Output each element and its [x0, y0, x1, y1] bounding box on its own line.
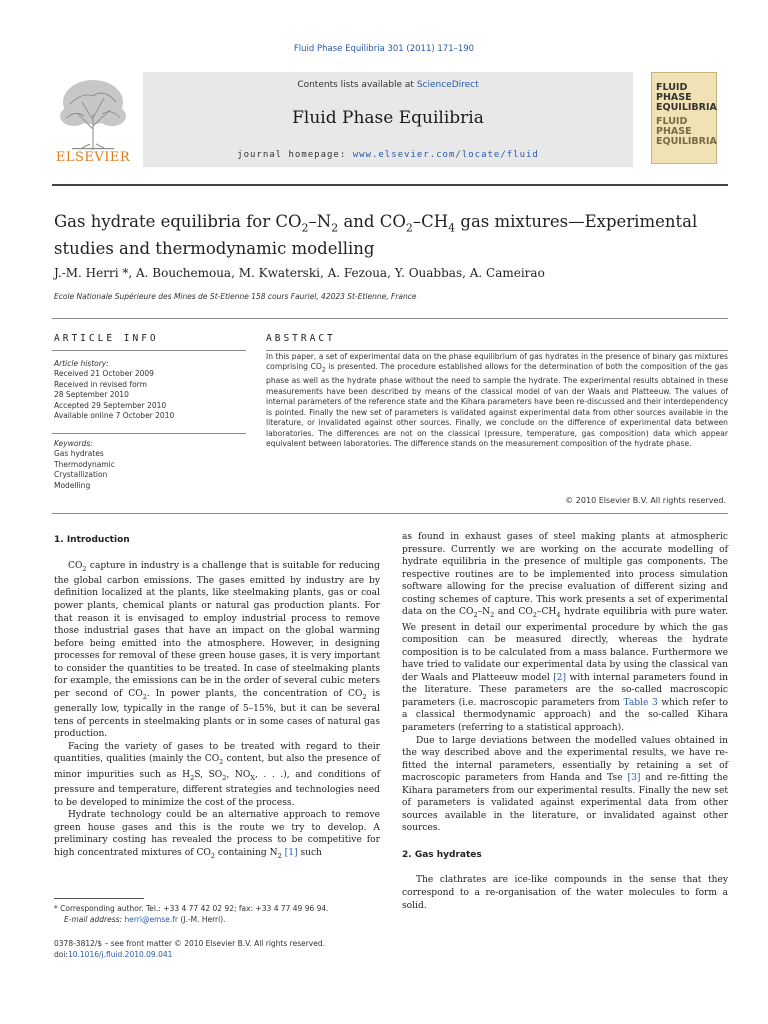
- left-column: 1. Introduction $CO_2$ capture in industry is a challenge that is suitable for reducing the global carbon emissions. The gases emitted by industry are by definition localized at the plants, like steelmaking plants, gas or coal power plants, chemical plants or natural gas production plants. For that reason it is envisaged to employ industrial process to remove those industrial gases that have an impact on the global warming before being emitted into the atmosphere. However, in designing processes for removal of these green house gases, it is very important to consider the quantities to be treated. In case of steelmaking plants for example, the emissions can be in the order of several cubic meters per second of $CO_2$. In power plants, the concentration of $CO_2$ is generally low, typically in the range of 5–15%, but it can be several tens of percents in steelmaking plants or in some cases of natural gas production. Facing the variety of gases to be treated with regard to their quantities, qualities (mainly the $CO_2$ content, but also the presence of minor impurities such as $H_2S$, $SO_2$, $NO_X$, . . .), and conditions of pressure and temperature, different strategies and technologies need to be developed to minimize the cost of the process. Hydrate technology could be an alternative approach to remove green house gases and this is the route we try to develop. A preliminary costing has revealed the process to be competitive for high concentrated mixtures of $CO_2$ containing $N_2$ [1] such: [54, 535, 381, 860]
- keyword: Gas hydrates: [54, 449, 104, 459]
- email-link[interactable]: herri@emse.fr: [124, 915, 178, 924]
- header-divider: [52, 184, 728, 186]
- right-column: as found in exhaust gases of steel making plants at atmospheric pressure. Currently we are working on the accurate modelling of hydrate equilibria in the presence of multiple gas components. The respective routines are to be implemented into process simulation software allowing for the precise evaluation of different sizing and costing schemes of capture. This work presents a set of experimental data on the $CO_2-N_2$ and $CO_2-CH_4$ hydrate equilibria with pure water. We present in detail our experimental procedure by which the gas composition can be measured directly, whereas the hydrate composition is to be calculated from a mass balance. Furthermore we have tried to validate our experimental data by using the classical van der Waals and Platteeuw model [2] with internal parameters found in the literature. These parameters are the so-called macroscopic parameters (i.e. macroscopic parameters from Table 3 which refer to a classical thermodynamic approach) and the so-called Kihara parameters (referring to a statistical approach). Due to large deviations between the modelled values obtained in the way described above and the experimental results, we have re-fitted the internal parameters, essentially by retaining a set of macroscopic parameters from Handa and Tse [3] and re-fitting the Kihara parameters from our experimental results. Finally the new set of parameters is validated against experimental data from other sources available in the literature, or invalidated against other sources. 2. Gas hydrates The clathrates are ice-like compounds in the sense that they correspond to a re-organisation of the water molecules to form a solid.: [402, 532, 729, 911]
- keywords-list: Keywords: Gas hydrates Thermodynamic Crystallization Modelling: [54, 439, 244, 491]
- keyword: Crystallization: [54, 470, 108, 480]
- reference-link[interactable]: [2]: [553, 672, 567, 683]
- doi-link[interactable]: 10.1016/j.fluid.2010.09.041: [67, 950, 173, 959]
- abstract-heading: ABSTRACT: [266, 333, 336, 344]
- cover-title-bottom: FLUID PHASE EQUILIBRIA: [656, 116, 717, 147]
- section-heading-gas-hydrates: 2. Gas hydrates: [402, 849, 482, 860]
- section-heading-introduction: 1. Introduction: [54, 535, 130, 545]
- corresponding-author-note: * Corresponding author. Tel.: +33 4 77 42 02 92; fax: +33 4 77 49 96 94. E-mail address: herri@emse.fr (J.-M. Herri).: [54, 904, 329, 924]
- abstract-body: In this paper, a set of experimental data on the phase equilibrium of gas hydrates in the presence of binary gas mixtures comprising $CO_2$ is presented. The procedure established allows for the determination of both the composition of the gas phase as well as the hydrate phase without the need to sample the hydrate. The experimental results obtained in these measurements have been described by means of the classical model of van der Waals and Platteeuw. The values of internal parameters of the reference state and the Kihara parameters have been re-discussed and their interdependency is pointed. Finally the new set of parameters is validated against experimental data from other sources available in the literature, or invalidated against other sources. Finally, we conclude on the difference of experimental data between laboratories. The differences are not on the classical (pressure, temperature, gas composition) data which appear equivalent between laboratories. The difference stands on the measurement composition of the hydrate phase.: [266, 352, 728, 449]
- reference-link[interactable]: [1]: [284, 847, 298, 858]
- cover-title-top: FLUID PHASE EQUILIBRIA: [656, 82, 717, 113]
- info-top-divider: [52, 318, 728, 319]
- keyword: Modelling: [54, 480, 91, 490]
- table-link[interactable]: Table 3: [623, 697, 658, 708]
- reference-link[interactable]: [3]: [627, 773, 641, 784]
- contents-line: Contents lists available at ScienceDirect: [297, 80, 479, 90]
- affiliation: Ecole Nationale Supérieure des Mines de St-Etienne 158 cours Fauriel, 42023 St-Etienne, France: [54, 292, 417, 301]
- article-info-divider: [52, 350, 246, 351]
- journal-cover-thumbnail[interactable]: [651, 72, 717, 164]
- abstract-divider: [266, 350, 728, 351]
- journal-citation[interactable]: Fluid Phase Equilibria 301 (2011) 171–190: [293, 44, 475, 54]
- footnote-divider: [54, 898, 144, 899]
- journal-name: Fluid Phase Equilibria: [292, 108, 484, 128]
- homepage-link[interactable]: www.elsevier.com/locate/fluid: [352, 150, 539, 160]
- article-identifiers: 0378-3812/$ – see front matter © 2010 Elsevier B.V. All rights reserved. doi:10.1016/j.fluid.2010.09.041: [54, 939, 326, 959]
- copyright-notice: © 2010 Elsevier B.V. All rights reserved.: [565, 496, 726, 505]
- elsevier-wordmark[interactable]: ELSEVIER: [55, 150, 131, 165]
- keyword: Thermodynamic: [54, 459, 115, 469]
- sciencedirect-link[interactable]: ScienceDirect: [416, 80, 479, 90]
- article-title: Gas hydrate equilibria for $CO_2-N_2$ and $CO_2-CH_4$ gas mixtures—Experimental studies and thermodynamic modelling: [54, 212, 698, 259]
- keywords-divider: [52, 433, 246, 434]
- abstract-bottom-divider: [52, 513, 728, 514]
- article-info-heading: ARTICLE INFO: [54, 333, 159, 344]
- article-history: Article history: Received 21 October 2009 Received in revised form 28 September 2010 Accepted 29 September 2010 Available online 7 October 2010: [54, 359, 175, 421]
- journal-homepage: journal homepage: www.elsevier.com/locate/fluid: [237, 150, 539, 160]
- author-list[interactable]: J.-M. Herri *, A. Bouchemoua, M. Kwaterski, A. Fezoua, Y. Ouabbas, A. Cameirao: [54, 266, 545, 280]
